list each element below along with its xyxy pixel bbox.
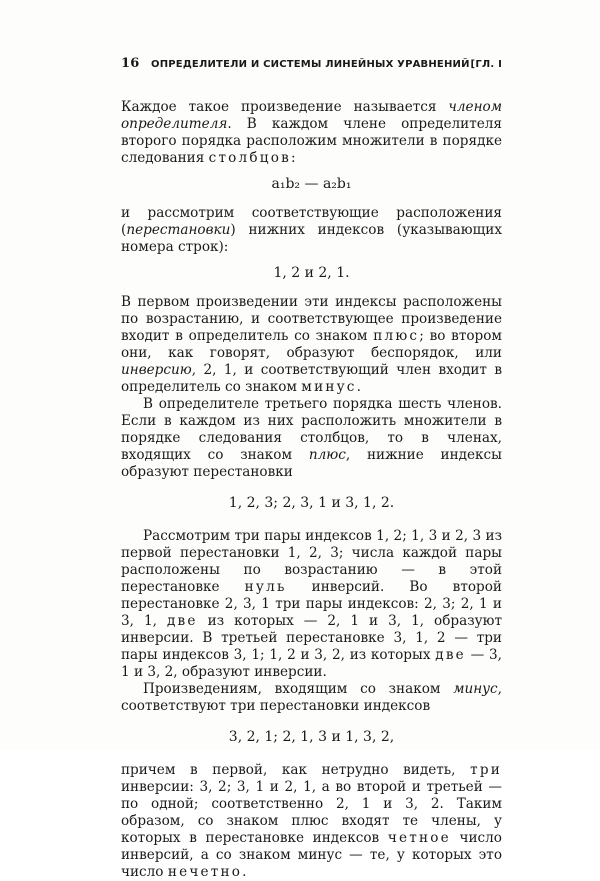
text-run: Произведениям, входящим со знаком <box>143 681 454 697</box>
term-permutation: перестановки <box>126 222 231 238</box>
spaced-word: две <box>435 647 466 663</box>
running-title: ОПРЕДЕЛИТЕЛИ И СИСТЕМЫ ЛИНЕЙНЫХ УРАВНЕНИЙ <box>151 59 470 70</box>
text-run: В первом произведении эти индексы расположены по возрастанию, и соответствующее произведение входит в определитель со знаком <box>121 294 502 344</box>
body-text <box>121 99 502 881</box>
spaced-word: нечетно <box>167 864 243 880</box>
text-run: инверсии: 3, 2; 3, 1 и 2, 1, а во второй и третьей — по одной; соответственно 2, 1 и 3, 2. Таким образом, со знаком плюс входят те члены, у которых в перестановке индексов <box>121 779 502 846</box>
spaced-word: четное <box>387 830 451 846</box>
text-run: : <box>290 150 296 166</box>
paragraph-4 <box>121 396 502 481</box>
text-run: . В каждом члене определителя второго порядка расположим множители в порядке следования <box>121 116 502 166</box>
text-run: — 3, 1 и 3, 2, образуют инверсии. <box>121 647 502 680</box>
paragraph-3 <box>121 294 502 396</box>
text-run: и рассмотрим соответствующие расположения ( <box>121 205 502 238</box>
text-run: ; во втором они, как говорят, образуют беспорядок, или <box>121 328 502 361</box>
spaced-word: минус <box>301 379 357 395</box>
term-plus: плюс <box>308 447 346 463</box>
running-head <box>121 56 502 71</box>
text-run: число инверсий, а со знаком минус — те, у которых это число <box>121 830 502 880</box>
chapter-marker: [ГЛ. I <box>470 59 502 70</box>
spaced-word: нуль <box>244 579 287 595</box>
formula-permutations-3-minus: 3, 2, 1; 2, 1, 3 и 1, 3, 2, <box>228 729 395 745</box>
paragraph-1 <box>121 99 502 167</box>
spaced-word: плюс <box>373 328 420 344</box>
text-run: , нижние индексы образуют перестановки <box>121 447 502 480</box>
text-run: Рассмотрим три пары индексов 1, 2; 1, 3 и 2, 3 из первой перестановки 1, 2, 3; числа каждой пары расположены по возрастанию — в этой перестановке <box>121 528 502 595</box>
text-run: причем в первой, как нетрудно видеть, <box>121 762 471 778</box>
page-number: 16 <box>121 56 140 71</box>
spaced-word: три <box>470 762 502 778</box>
formula-permutations-2: 1, 2 и 2, 1. <box>273 265 350 281</box>
text-run: В определителе третьего порядка шесть членов. Если в каждом из них расположить множители в порядке следования столбцов, то в членах, входящих со знаком <box>121 396 502 463</box>
paragraph-2 <box>121 205 502 256</box>
spaced-word: столбцов <box>208 150 291 166</box>
text-run: ) нижних индексов (указывающих номера строк): <box>121 222 502 255</box>
term-minus: минус <box>453 681 498 697</box>
formula-permutations-3-plus: 1, 2, 3; 2, 3, 1 и 3, 1, 2. <box>228 495 395 511</box>
paragraph-6 <box>121 681 502 715</box>
paragraph-5 <box>121 528 502 681</box>
text-run: , соответствуют три перестановки индексов <box>121 681 502 714</box>
text-run: из которых — 2, 1 и 3, 1, образуют инверсии. В третьей перестановке 3, 1, 2 — три пары индексов 3, 1; 1, 2 и 3, 2, из которых <box>121 613 502 663</box>
text-run: . <box>242 864 247 880</box>
text-run: , 2, 1, и соответствующий член входит в определитель со знаком <box>121 362 502 395</box>
text-run: инверсий. Во второй перестановке 2, 3, 1 три пары индексов: 2, 3; 2, 1 и 3, 1, <box>121 579 502 629</box>
formula-determinant-2: a₁b₂ — a₂b₁ <box>271 176 352 192</box>
paragraph-7 <box>121 762 502 881</box>
text-run: Каждое такое произведение называется <box>121 99 449 115</box>
text-run: . <box>356 379 361 395</box>
spaced-word: две <box>166 613 198 629</box>
term-inversion: инверсию <box>121 362 192 378</box>
term-member: членом определителя <box>121 99 502 132</box>
